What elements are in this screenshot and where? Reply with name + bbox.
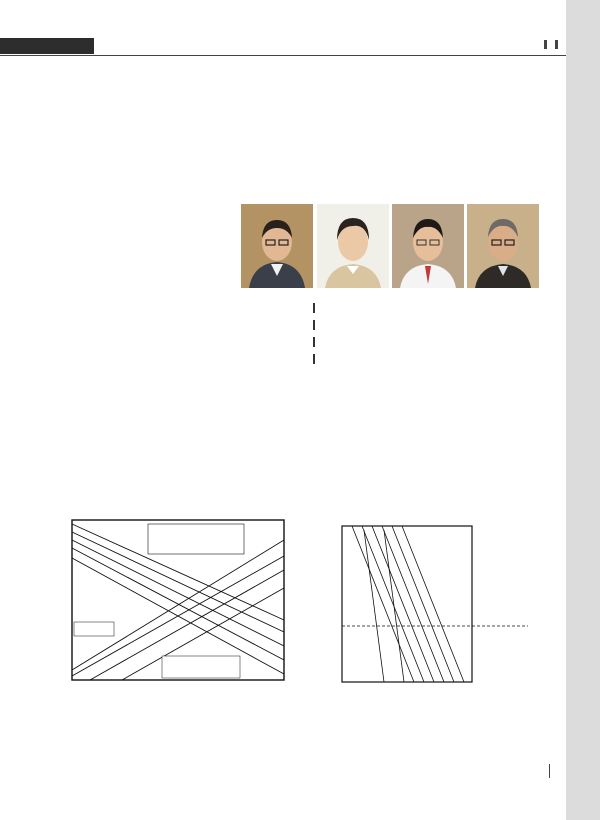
running-header <box>0 38 566 54</box>
author-photo-2 <box>317 204 389 288</box>
running-title <box>544 38 558 54</box>
author-photo-1 <box>241 204 313 288</box>
page-edge-band <box>566 0 600 820</box>
author-row <box>281 353 321 370</box>
page-footer <box>541 764 558 778</box>
author-row <box>281 336 321 353</box>
figure-asphalt-nomograph <box>62 500 294 696</box>
author-row <box>281 302 321 319</box>
author-photo-4 <box>467 204 539 288</box>
author-row <box>281 319 321 336</box>
author-list <box>281 302 321 370</box>
author-photo-3 <box>392 204 464 288</box>
header-rule <box>0 55 566 56</box>
section-tag <box>0 38 94 54</box>
figure-concrete-nomograph <box>304 500 540 700</box>
